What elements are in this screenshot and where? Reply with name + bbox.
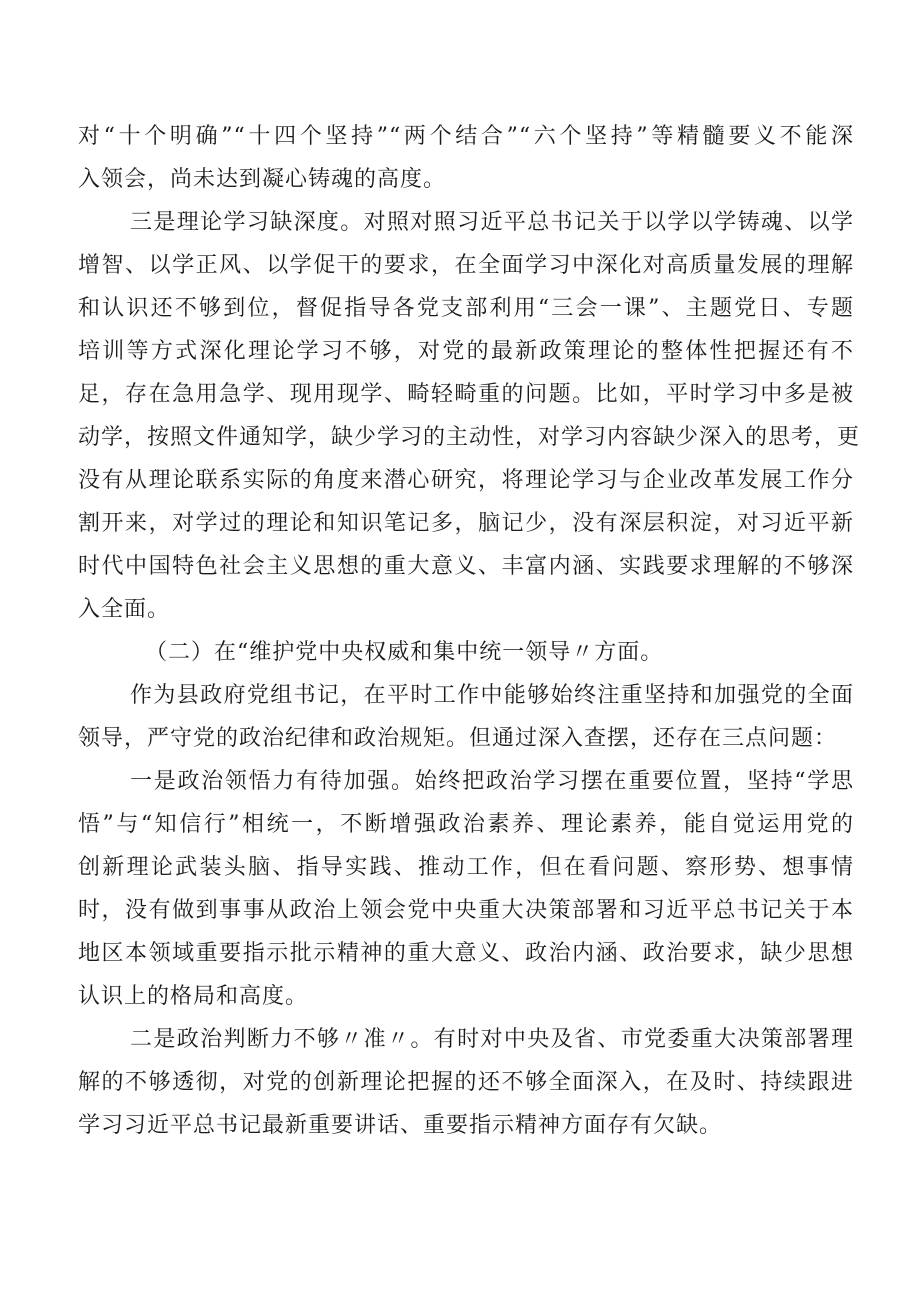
paragraph-line: 创新理论武装头脑、指导实践、推动工作，但在看问题、察形势、想事情 <box>78 855 854 880</box>
paragraph-line: 一是政治领悟力有待加强。始终把政治学习摆在重要位置，坚持“学思 <box>130 769 854 794</box>
paragraph-line: 作为县政府党组书记，在平时工作中能够始终注重坚持和加强党的全面 <box>130 683 854 708</box>
paragraph-line: 动学，按照文件通知学，缺少学习的主动性，对学习内容缺少深入的思考，更 <box>78 425 861 450</box>
paragraph-line: 培训等方式深化理论学习不够，对党的最新政策理论的整体性把握还有不 <box>78 339 854 364</box>
paragraph-line: 三是理论学习缺深度。对照对照习近平总书记关于以学以学铸魂、以学 <box>130 210 854 235</box>
paragraph-line: 学习习近平总书记最新重要讲话、重要指示精神方面存有欠缺。 <box>78 1113 723 1138</box>
paragraph-line: 没有从理论联系实际的角度来潜心研究，将理论学习与企业改革发展工作分 <box>78 468 854 493</box>
paragraph-line: 二是政治判断力不够〃准〃。有时对中央及省、市党委重大决策部署理 <box>130 1027 854 1052</box>
paragraph-line: 和认识还不够到位，督促指导各党支部利用“三会一课”、主题党日、专题 <box>78 296 854 321</box>
paragraph-line: 地区本领域重要指示批示精神的重大意义、政治内涵、政治要求，缺少思想 <box>78 941 854 966</box>
paragraph-line: 割开来，对学过的理论和知识笔记多，脑记少，没有深层积淀，对习近平新 <box>78 511 854 536</box>
paragraph-line: 认识上的格局和高度。 <box>78 984 309 1009</box>
paragraph-line: 时代中国特色社会主义思想的重大意义、丰富内涵、实践要求理解的不够深 <box>78 554 854 579</box>
paragraph-line: 悟”与“知信行”相统一，不断增强政治素养、理论素养，能自觉运用党的 <box>78 812 854 837</box>
paragraph-line: 对“十个明确”“十四个坚持”“两个结合”“六个坚持”等精髓要义不能深 <box>78 124 854 149</box>
paragraph-line: 解的不够透彻，对党的创新理论把握的还不够全面深入，在及时、持续跟进 <box>78 1070 854 1095</box>
paragraph-line: 增智、以学正风、以学促干的要求，在全面学习中深化对高质量发展的理解 <box>78 253 854 278</box>
paragraph-line: 入领会，尚未达到凝心铸魂的高度。 <box>78 167 447 192</box>
paragraph-line: 足，存在急用急学、现用现学、畸轻畸重的问题。比如，平时学习中多是被 <box>78 382 854 407</box>
section-heading: （二）在“维护党中央权威和集中统一领导〃方面。 <box>145 640 664 665</box>
paragraph-line: 入全面。 <box>78 597 171 622</box>
paragraph-line: 时，没有做到事事从政治上领会党中央重大决策部署和习近平总书记关于本 <box>78 898 854 923</box>
paragraph-line: 领导，严守党的政治纪律和政治规矩。但通过深入查摆，还存在三点问题： <box>78 726 838 751</box>
